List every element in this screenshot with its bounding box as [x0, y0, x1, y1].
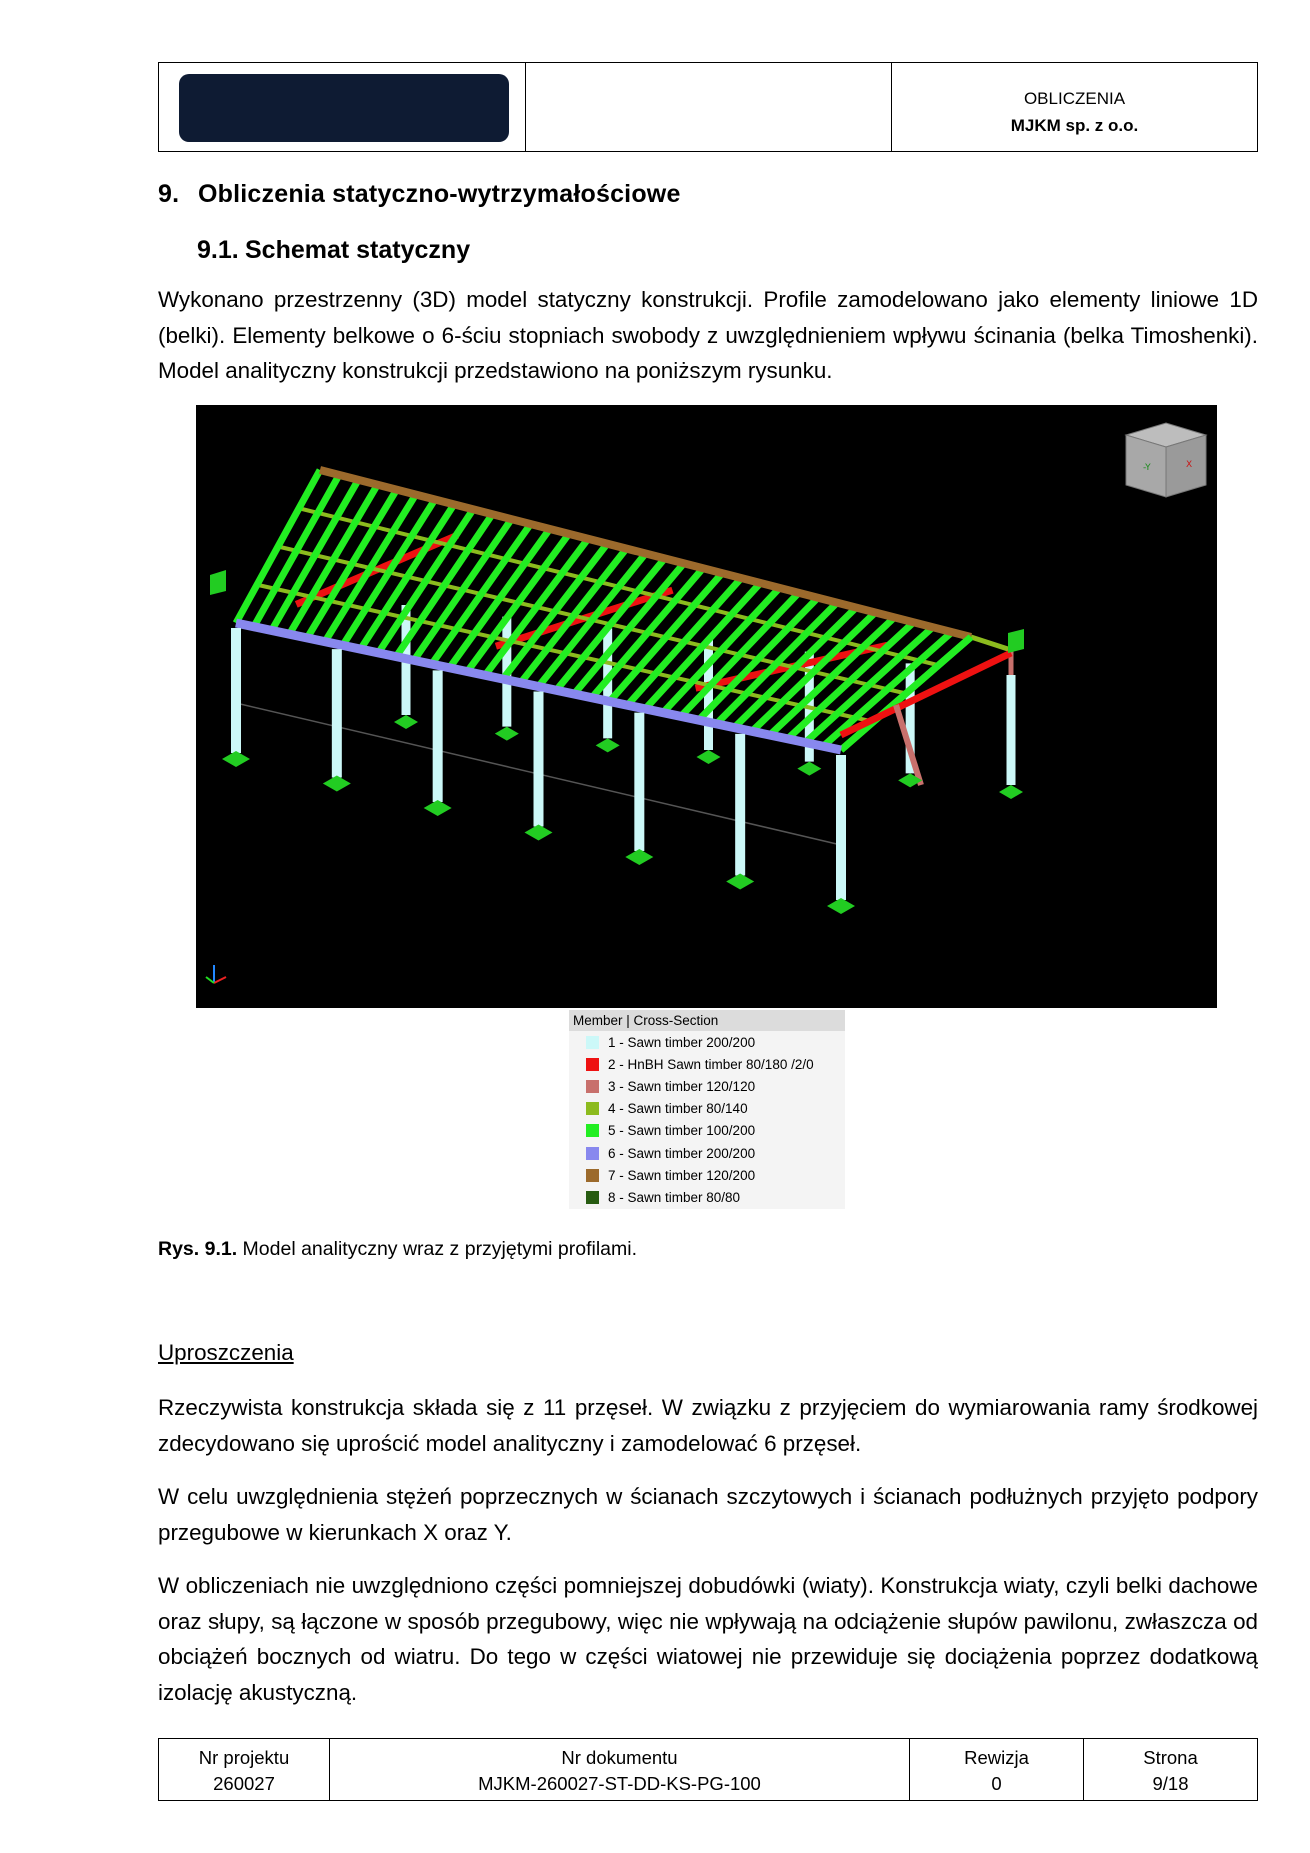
- header-empty-cell: [526, 63, 892, 151]
- company-logo: [179, 74, 509, 142]
- simplifications-paragraph-2: W celu uwzględnienia stężeń poprzecznych w ścianach szczytowych i ścianach podłużnych przyjęto podpory przegubowe w kierunkach X oraz Y.: [158, 1484, 1258, 1545]
- legend-swatch: [586, 1036, 599, 1049]
- document-label: Nr dokumentu: [561, 1747, 678, 1768]
- subsection-heading: [197, 236, 470, 265]
- header-info-cell: [892, 63, 1257, 151]
- footer-table: [158, 1738, 1258, 1801]
- legend-swatch: [586, 1080, 599, 1093]
- svg-text:-Y: -Y: [1143, 463, 1151, 473]
- legend-item: [569, 1031, 845, 1053]
- footer-page-cell: [1084, 1739, 1257, 1800]
- document-value: MJKM-260027-ST-DD-KS-PG-100: [478, 1773, 761, 1794]
- legend-item: [569, 1142, 845, 1164]
- legend-label: 7 - Sawn timber 120/200: [608, 1167, 756, 1183]
- subsection-number: 9.1.: [197, 236, 239, 264]
- axis-triad-icon: [206, 965, 226, 983]
- company-name: MJKM sp. z o.o.: [1010, 116, 1139, 135]
- legend-swatch: [586, 1124, 599, 1137]
- project-value: 260027: [213, 1773, 275, 1794]
- legend-title: Member | Cross-Section: [569, 1010, 845, 1031]
- simplifications-heading: Uproszczenia: [158, 1340, 294, 1365]
- svg-text:X: X: [1186, 460, 1193, 470]
- legend-item: [569, 1075, 845, 1097]
- section-number: 9.: [158, 180, 180, 208]
- legend-item: [569, 1120, 845, 1142]
- caption-text: Model analityczny wraz z przyjętymi profilami.: [237, 1238, 638, 1260]
- intro-paragraph: Wykonano przestrzenny (3D) model statyczny konstrukcji. Profile zamodelowano jako elementy liniowe 1D (belki). Elementy belkowe o 6-ściu stopniach swobody z uwzględnieniem wpływu ścinania (belka Timoshenki). Model analityczny konstrukcji przedstawiono na poniższym rysunku.: [158, 287, 1258, 383]
- section-heading: [158, 180, 681, 209]
- subsection-title: Schemat statyczny: [245, 236, 471, 264]
- view-cube-icon: [1126, 423, 1206, 497]
- simplifications-paragraph-3: W obliczeniach nie uwzględniono części pomniejszej dobudówki (wiaty). Konstrukcja wiaty, czyli belki dachowe oraz słupy, są łączone w sposób przegubowy, więc nie wpływają na odciążenie słupów pawilonu, zwłaszcza od obciążeń bocznych od wiatru. Do tego w części wiatowej nie przewiduje się dociążenia poprzez dodatkową izolację akustyczną.: [158, 1573, 1258, 1705]
- legend-swatch: [586, 1058, 599, 1071]
- legend-label: 6 - Sawn timber 200/200: [608, 1145, 756, 1161]
- page-value: 9/18: [1152, 1773, 1189, 1794]
- legend-item: [569, 1186, 845, 1208]
- legend-swatch: [586, 1102, 599, 1115]
- legend-swatch: [586, 1169, 599, 1182]
- header-table: [158, 62, 1258, 152]
- footer-project-cell: [159, 1739, 330, 1800]
- structural-model-render: [196, 405, 1217, 1008]
- section-title: Obliczenia statyczno-wytrzymałościowe: [198, 180, 681, 208]
- page-label: Strona: [1143, 1747, 1198, 1768]
- legend-label: 3 - Sawn timber 120/120: [608, 1078, 756, 1094]
- legend-item: [569, 1053, 845, 1075]
- structural-model-figure: [196, 405, 1217, 1008]
- legend-label: 8 - Sawn timber 80/80: [608, 1189, 741, 1205]
- simplifications-paragraph-1: Rzeczywista konstrukcja składa się z 11 przęseł. W związku z przyjęciem do wymiarowania ramy środkowej zdecydowano się uprościć model analityczny i zamodelować 6 przęseł.: [158, 1395, 1258, 1456]
- figure-caption: [158, 1238, 637, 1261]
- legend-label: 5 - Sawn timber 100/200: [608, 1123, 756, 1139]
- footer-document-cell: [330, 1739, 910, 1800]
- legend-swatch: [586, 1147, 599, 1160]
- revision-label: Rewizja: [964, 1747, 1029, 1768]
- legend-item: [569, 1098, 845, 1120]
- footer-revision-cell: [910, 1739, 1084, 1800]
- legend-label: 1 - Sawn timber 200/200: [608, 1034, 756, 1050]
- legend-label: 4 - Sawn timber 80/140: [608, 1101, 748, 1117]
- caption-label: Rys. 9.1.: [158, 1238, 238, 1260]
- doc-type: OBLICZENIA: [1023, 89, 1126, 108]
- project-label: Nr projektu: [198, 1747, 290, 1768]
- logo-cell: [159, 63, 526, 151]
- revision-value: 0: [991, 1773, 1002, 1794]
- legend-swatch: [586, 1191, 599, 1204]
- cross-section-legend: [569, 1010, 845, 1209]
- legend-item: [569, 1164, 845, 1186]
- legend-label: 2 - HnBH Sawn timber 80/180 /2/0: [608, 1056, 814, 1072]
